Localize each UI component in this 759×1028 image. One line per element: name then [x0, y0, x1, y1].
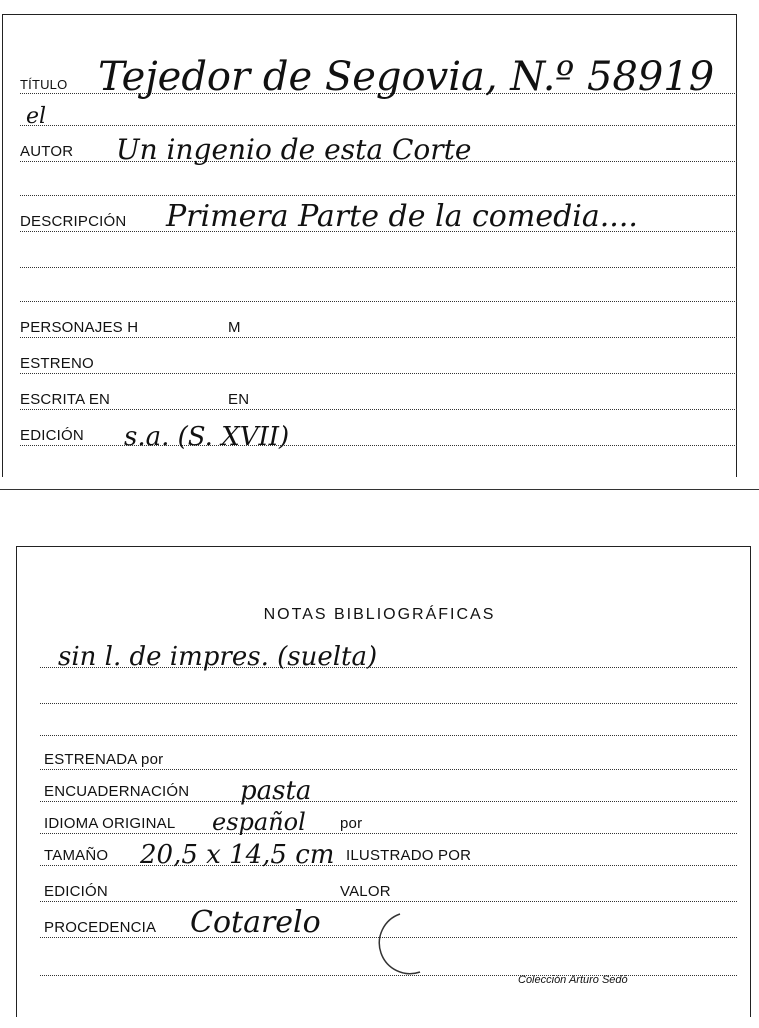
row-blank-2: [20, 176, 737, 196]
row-blank-1: [20, 106, 737, 126]
label-tamano: TAMAÑO: [44, 847, 109, 864]
row-titulo: [20, 54, 737, 100]
value-edicion: s.a. (S. XVII): [124, 422, 290, 452]
value-descripcion: Primera Parte de la comedia....: [166, 199, 638, 234]
label-edicion-back: EDICIÓN: [44, 883, 108, 900]
value-notas: sin l. de impres. (suelta): [58, 642, 378, 672]
value-encuadernacion: pasta: [240, 776, 312, 806]
row-escrita-en: [20, 390, 737, 410]
row-descripcion: [20, 199, 737, 234]
value-tamano: 20,5 x 14,5 cm: [140, 840, 335, 870]
card-front: [0, 0, 759, 492]
label-procedencia: PROCEDENCIA: [44, 919, 157, 936]
notas-heading: NOTAS BIBLIOGRÁFICAS: [263, 606, 496, 623]
label-titulo: TÍTULO: [20, 77, 68, 92]
label-valor: VALOR: [340, 883, 391, 900]
row-idioma: [40, 808, 737, 836]
row-notas-blank-1: [40, 684, 737, 704]
label-edicion: EDICIÓN: [20, 427, 84, 444]
value-titulo: Tejedor de Segovia, N.º 58919: [98, 54, 715, 100]
label-idioma-por: por: [340, 815, 363, 832]
label-autor: AUTOR: [20, 143, 74, 160]
label-descripcion: DESCRIPCIÓN: [20, 213, 127, 230]
row-tamano: [40, 840, 737, 870]
row-blank-3: [20, 248, 737, 268]
label-personajes-m: M: [228, 319, 241, 336]
row-edicion-valor: [40, 882, 737, 902]
row-autor: [20, 133, 737, 166]
value-autor: Un ingenio de esta Corte: [116, 133, 472, 166]
row-edicion: [20, 422, 737, 452]
row-encuadernacion: [40, 776, 737, 806]
card-back: [0, 544, 759, 1024]
row-notas: [40, 642, 737, 672]
row-blank-4: [20, 282, 737, 302]
card-front-bottom-edge: [0, 489, 759, 490]
value-idioma: español: [212, 808, 306, 836]
row-estreno: [20, 354, 737, 374]
row-notas-blank-2: [40, 716, 737, 736]
label-estreno: ESTRENO: [20, 355, 94, 372]
row-personajes: [20, 318, 737, 338]
label-personajes-h: PERSONAJES H: [20, 319, 139, 336]
footer-coleccion: Colección Arturo Sedó: [518, 974, 628, 986]
label-estrenada: ESTRENADA por: [44, 751, 164, 768]
label-escrita-en-2: EN: [228, 391, 250, 408]
row-procedencia-blank: [40, 956, 737, 976]
value-procedencia: Cotarelo: [190, 905, 321, 940]
label-encuadernacion: ENCUADERNACIÓN: [44, 783, 190, 800]
label-escrita-en: ESCRITA EN: [20, 391, 111, 408]
value-titulo-prefix: el: [26, 104, 47, 129]
label-idioma: IDIOMA ORIGINAL: [44, 815, 176, 832]
row-estrenada: [40, 750, 737, 770]
label-ilustrado: ILUSTRADO POR: [346, 847, 472, 864]
